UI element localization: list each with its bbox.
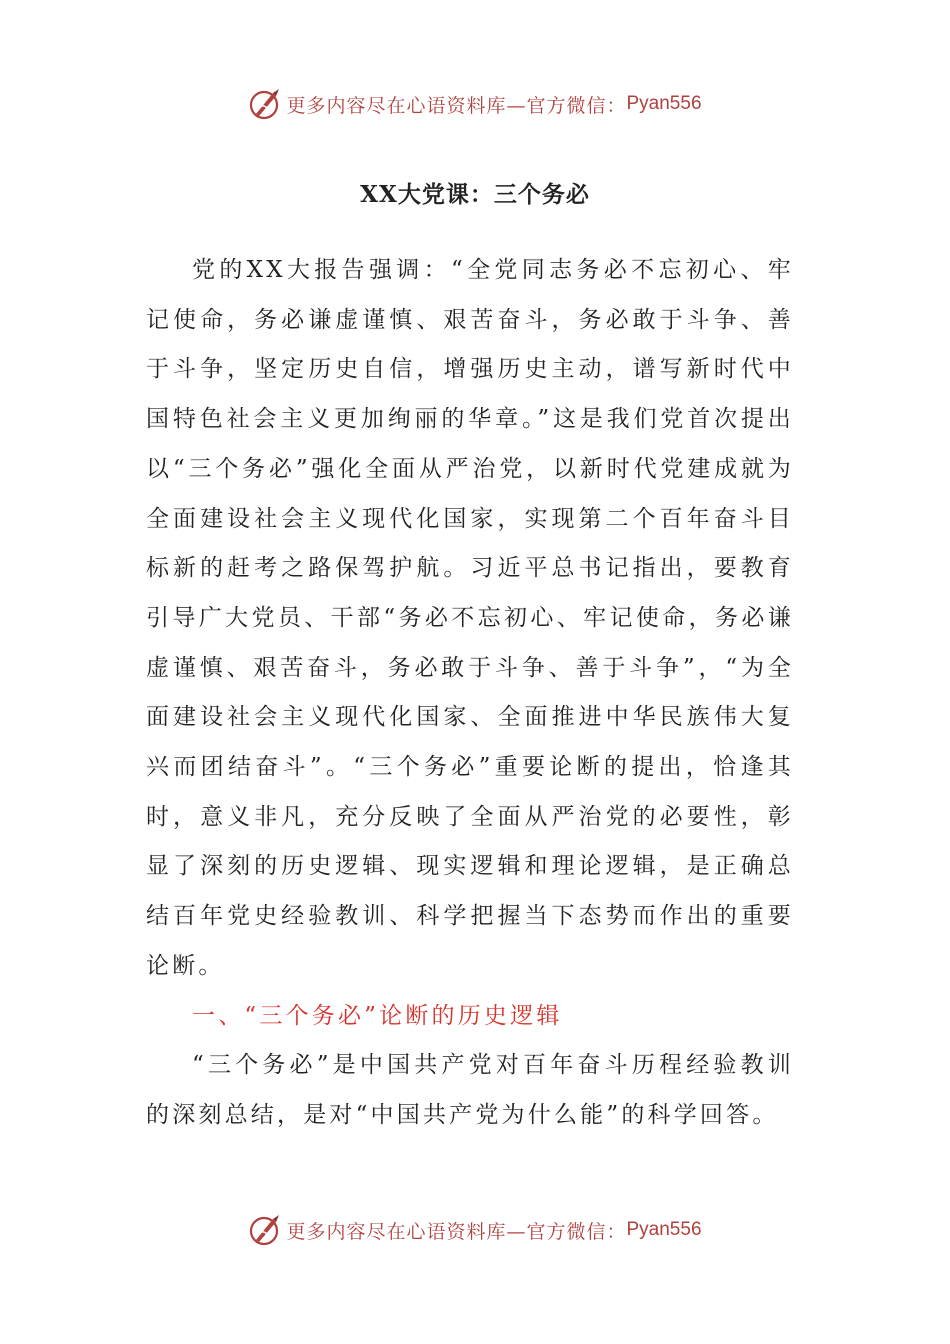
watermark-text: 更多内容尽在心语资料库—官方微信： <box>286 94 627 117</box>
quill-pen-logo-icon <box>248 87 282 121</box>
section-paragraph: “三个务必”是中国共产党对百年奋斗历程经验教训的深刻总结，是对“中国共产党为什么能”的科学回答。 <box>146 1052 794 1128</box>
watermark-banner-top <box>0 84 950 124</box>
wechat-id: Pyan556 <box>626 93 702 114</box>
watermark-text: 更多内容尽在心语资料库—官方微信： <box>286 1220 627 1243</box>
section-heading: 一、“三个务必”论断的历史逻辑 <box>192 1002 563 1029</box>
document-title: XX大党课：三个务必 <box>360 181 590 208</box>
wechat-id: Pyan556 <box>626 1219 702 1240</box>
document-body <box>146 246 794 1141</box>
body-paragraph: 党的XX大报告强调：“全党同志务必不忘初心、牢记使命，务必谦虚谨慎、艰苦奋斗，务必敢于斗争、善于斗争，坚定历史自信，增强历史主动，谱写新时代中国特色社会主义更加绚丽的华章。”这是我们党首次提出以“三个务必”强化全面从严治党，以新时代党建成就为全面建设社会主义现代化国家，实现第二个百年奋斗目标新的赶考之路保驾护航。习近平总书记指出，要教育引导广大党员、干部“务必不忘初心、牢记使命，务必谦虚谨慎、艰苦奋斗，务必敢于斗争、善于斗争”，“为全面建设社会主义现代化国家、全面推进中华民族伟大复兴而团结奋斗”。“三个务必”重要论断的提出，恰逢其时，意义非凡，充分反映了全面从严治党的必要性，彰显了深刻的历史逻辑、现实逻辑和理论逻辑，是正确总结百年党史经验教训、科学把握当下态势而作出的重要论断。 <box>146 257 794 979</box>
quill-pen-logo-icon <box>248 1213 282 1247</box>
watermark-banner-bottom <box>0 1210 950 1250</box>
